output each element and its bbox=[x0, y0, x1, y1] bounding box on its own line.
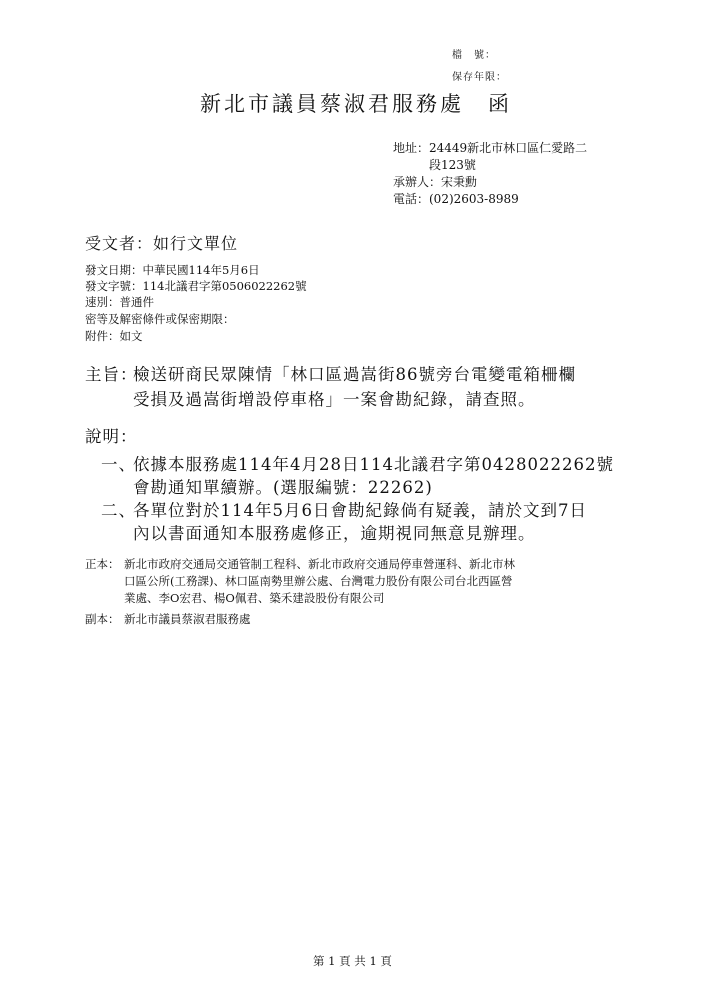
explanation-item-number: 二、 bbox=[101, 501, 136, 520]
secrecy-level: 密等及解密條件或保密期限： bbox=[85, 312, 235, 326]
recipient: 受文者：如行文單位 bbox=[85, 234, 239, 253]
main-recipients-line1: 新北市政府交通局交通管制工程科、新北市政府交通局停車營運科、新北市林 bbox=[124, 557, 515, 571]
subject-line2: 受損及過嵩街增設停車格」一案會勘紀錄，請查照。 bbox=[133, 390, 536, 409]
main-recipients-label: 正本： bbox=[85, 557, 120, 571]
subject-label: 主旨： bbox=[85, 365, 138, 384]
explanation-item-line1: 依據本服務處114年4月28日114北議君字第0428022262號 bbox=[133, 455, 614, 474]
main-recipients-line3: 業處、李O宏君、楊O佩君、築禾建設股份有限公司 bbox=[124, 591, 385, 605]
document-number: 發文字號：114北議君字第0506022262號 bbox=[85, 279, 307, 293]
retention-label: 保存年限： bbox=[452, 72, 507, 83]
main-recipients-line2: 口區公所(工務課)、林口區南勢里辦公處、台灣電力股份有限公司台北西區營 bbox=[124, 574, 513, 588]
file-number-label: 檔 號： bbox=[452, 50, 496, 61]
sender-address-line1: 地址：24449新北市林口區仁愛路二 bbox=[393, 141, 588, 155]
subject-line1: 檢送研商民眾陳情「林口區過嵩街86號旁台電變電箱柵欄 bbox=[133, 365, 576, 384]
sender-handler: 承辦人：宋秉勳 bbox=[393, 175, 478, 189]
explanation-item-line1: 各單位對於114年5月6日會勘紀錄倘有疑義，請於文到7日 bbox=[133, 501, 587, 520]
issue-date: 發文日期：中華民國114年5月6日 bbox=[85, 263, 260, 277]
page-number: 第 1 頁 共 1 頁 bbox=[313, 954, 392, 968]
copy-recipients-text: 新北市議員蔡淑君服務處 bbox=[124, 612, 251, 626]
page-title: 新北市議員蔡淑君服務處 函 bbox=[200, 92, 512, 116]
attachment: 附件：如文 bbox=[85, 329, 143, 343]
explanation-label: 說明： bbox=[85, 427, 138, 446]
sender-address-line2: 段123號 bbox=[429, 158, 476, 172]
speed-class: 速別：普通件 bbox=[85, 295, 154, 309]
explanation-item-number: 一、 bbox=[101, 455, 136, 474]
sender-phone: 電話：(02)2603-8989 bbox=[393, 192, 519, 206]
copy-recipients-label: 副本： bbox=[85, 612, 120, 626]
explanation-item-line2: 會勘通知單續辦。(選服編號：22262) bbox=[133, 478, 433, 497]
explanation-item-line2: 內以書面通知本服務處修正，逾期視同無意見辦理。 bbox=[133, 524, 536, 543]
